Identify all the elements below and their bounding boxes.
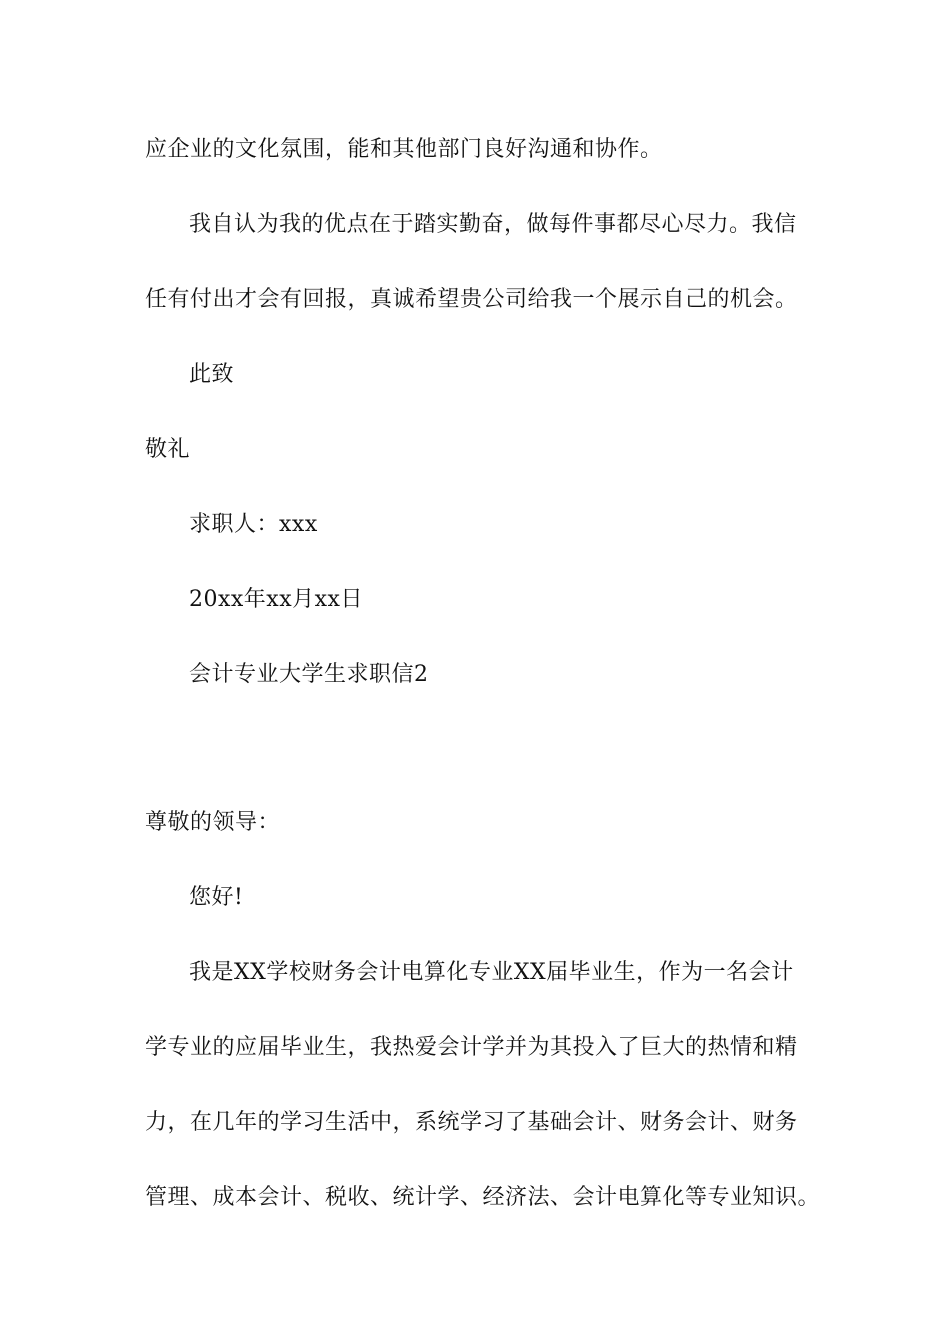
paragraph-line: 学专业的应届毕业生，我热爱会计学并为其投入了巨大的热情和精 — [145, 1035, 798, 1060]
paragraph-line: 应企业的文化氛围，能和其他部门良好沟通和协作。 — [145, 137, 663, 162]
greeting-line: 您好! — [189, 885, 244, 910]
paragraph-line: 管理、成本会计、税收、统计学、经济法、会计电算化等专业知识。 — [145, 1185, 821, 1210]
applicant-signature: 求职人：xxx — [189, 512, 318, 537]
paragraph-line: 我是XX学校财务会计电算化专业XX届毕业生，作为一名会计 — [189, 960, 794, 985]
letter-greeting: 尊敬的领导： — [145, 810, 281, 835]
paragraph-line: 力，在几年的学习生活中，系统学习了基础会计、财务会计、财务 — [145, 1110, 798, 1135]
closing-regards: 敬礼 — [145, 437, 191, 462]
letter-date: 20xx年xx月xx日 — [189, 587, 363, 612]
closing-salutation: 此致 — [189, 362, 235, 387]
section-heading: 会计专业大学生求职信2 — [189, 662, 429, 687]
paragraph-line: 我自认为我的优点在于踏实勤奋，做每件事都尽心尽力。我信 — [189, 212, 797, 237]
paragraph-line: 任有付出才会有回报，真诚希望贵公司给我一个展示自己的机会。 — [145, 287, 798, 312]
